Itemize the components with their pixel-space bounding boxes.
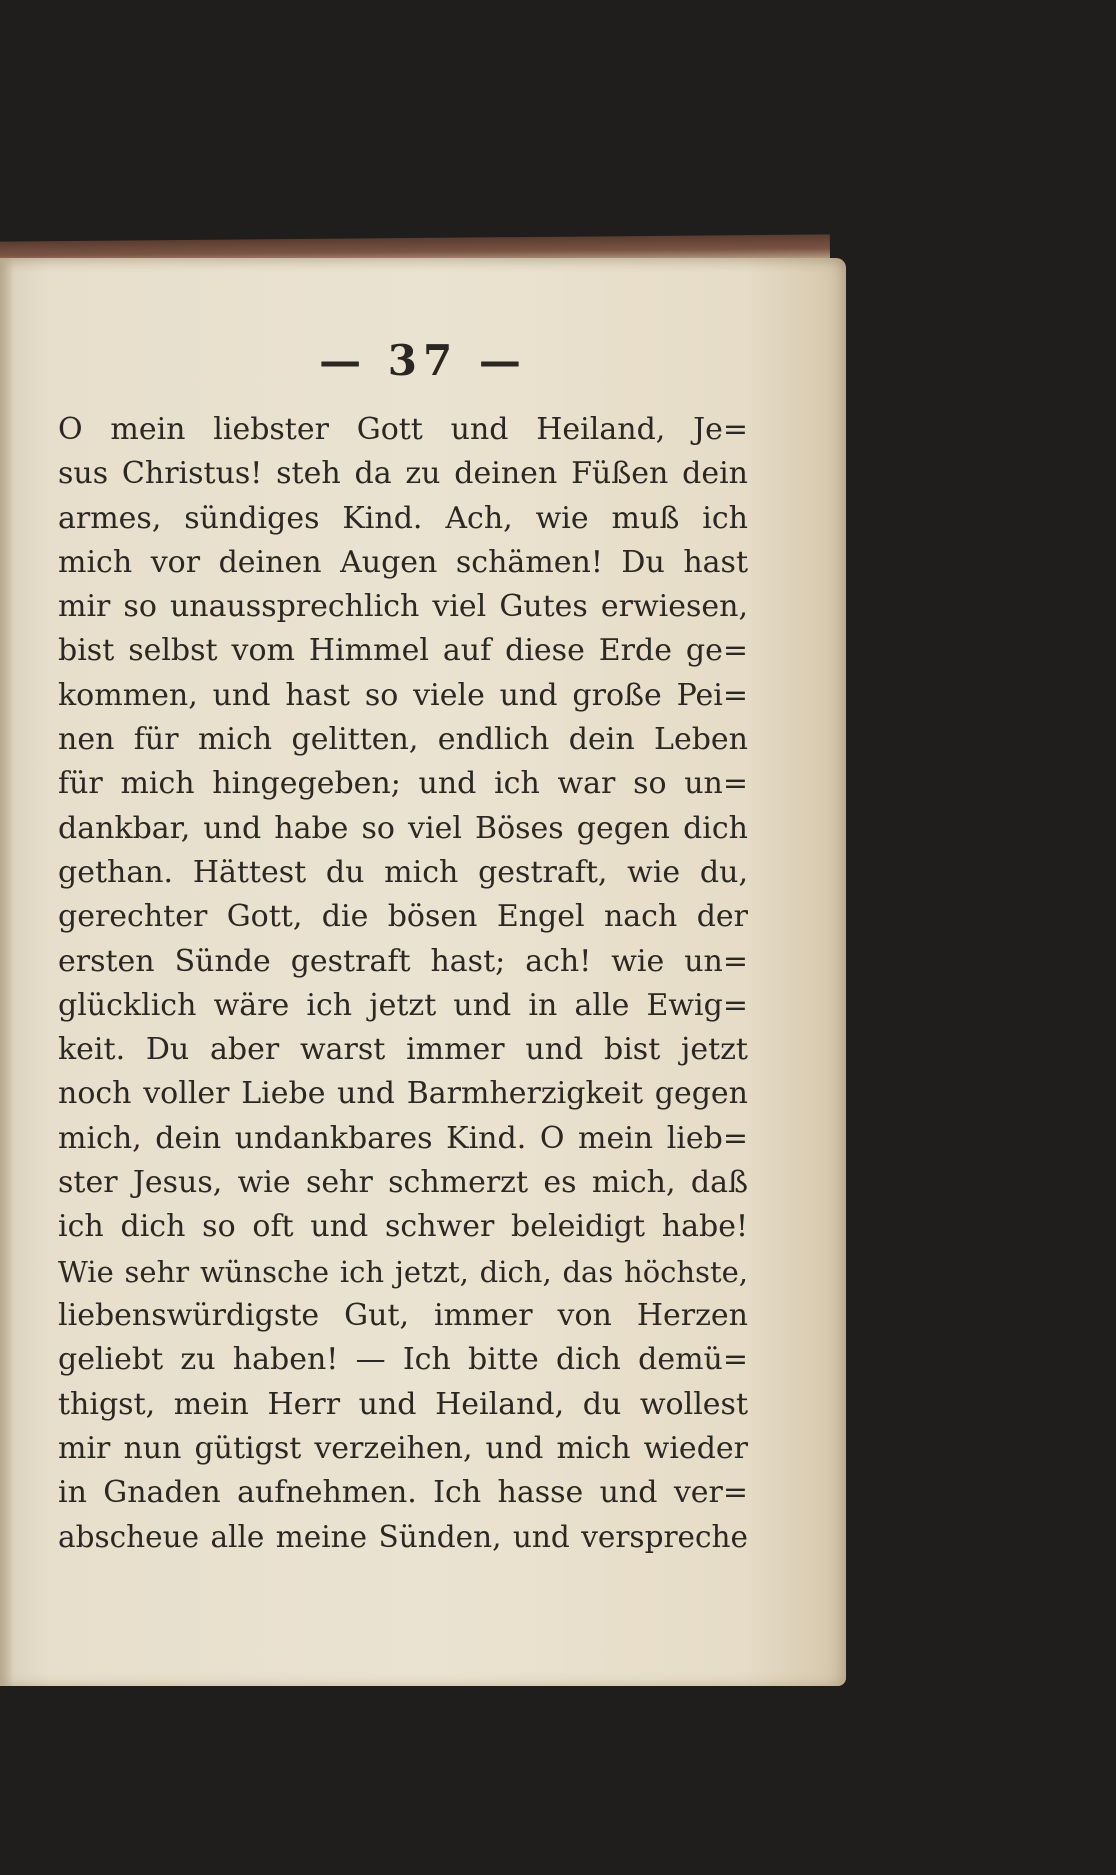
text-line: thigst, mein Herr und Heiland, du wollest — [58, 1386, 748, 1422]
text-line: Wie sehr wünsche ich jetzt, dich, das höchste, — [58, 1254, 748, 1289]
text-line: glücklich wäre ich jetzt und in alle Ewig= — [58, 987, 748, 1023]
text-line: gerechter Gott, die bösen Engel nach der — [58, 899, 748, 935]
text-line: abscheue alle meine Sünden, und verspreche — [58, 1520, 748, 1555]
text-line: ster Jesus, wie sehr schmerzt es mich, daß — [58, 1165, 748, 1201]
text-line: liebenswürdigste Gut, immer von Herzen — [58, 1297, 748, 1333]
text-line: noch voller Liebe und Barmherzigkeit gegen — [58, 1076, 748, 1112]
text-line: mir nun gütigst verzeihen, und mich wieder — [58, 1430, 748, 1466]
text-line: bist selbst vom Himmel auf diese Erde ge= — [58, 633, 748, 669]
text-line: ich dich so oft und schwer beleidigt habe! — [58, 1209, 748, 1245]
text-line: dankbar, und habe so viel Böses gegen dich — [58, 810, 748, 846]
text-line: in Gnaden aufnehmen. Ich hasse und ver= — [58, 1475, 748, 1511]
text-line: für mich hingegeben; und ich war so un= — [58, 766, 748, 802]
text-line: ersten Sünde gestraft hast; ach! wie un= — [58, 943, 748, 979]
text-line: kommen, und hast so viele und große Pei= — [58, 677, 748, 713]
text-line: armes, sündiges Kind. Ach, wie muß ich — [58, 500, 748, 536]
text-line: mich vor deinen Augen schämen! Du hast — [58, 544, 748, 580]
book-page — [0, 258, 846, 1686]
page-text — [58, 408, 748, 1560]
text-line: keit. Du aber warst immer und bist jetzt — [58, 1032, 748, 1068]
text-line: mich, dein undankbares Kind. O mein lieb= — [58, 1120, 748, 1156]
text-line: sus Christus! steh da zu deinen Füßen dein — [58, 456, 748, 492]
text-line: O mein liebster Gott und Heiland, Je= — [58, 412, 748, 447]
text-line: gethan. Hättest du mich gestraft, wie du, — [58, 854, 748, 890]
text-line: nen für mich gelitten, endlich dein Leben — [58, 722, 748, 758]
text-line: mir so unaussprechlich viel Gutes erwiesen, — [58, 589, 748, 625]
page-number: — 37 — — [319, 336, 527, 385]
text-line: geliebt zu haben! — Ich bitte dich demü= — [58, 1342, 748, 1378]
